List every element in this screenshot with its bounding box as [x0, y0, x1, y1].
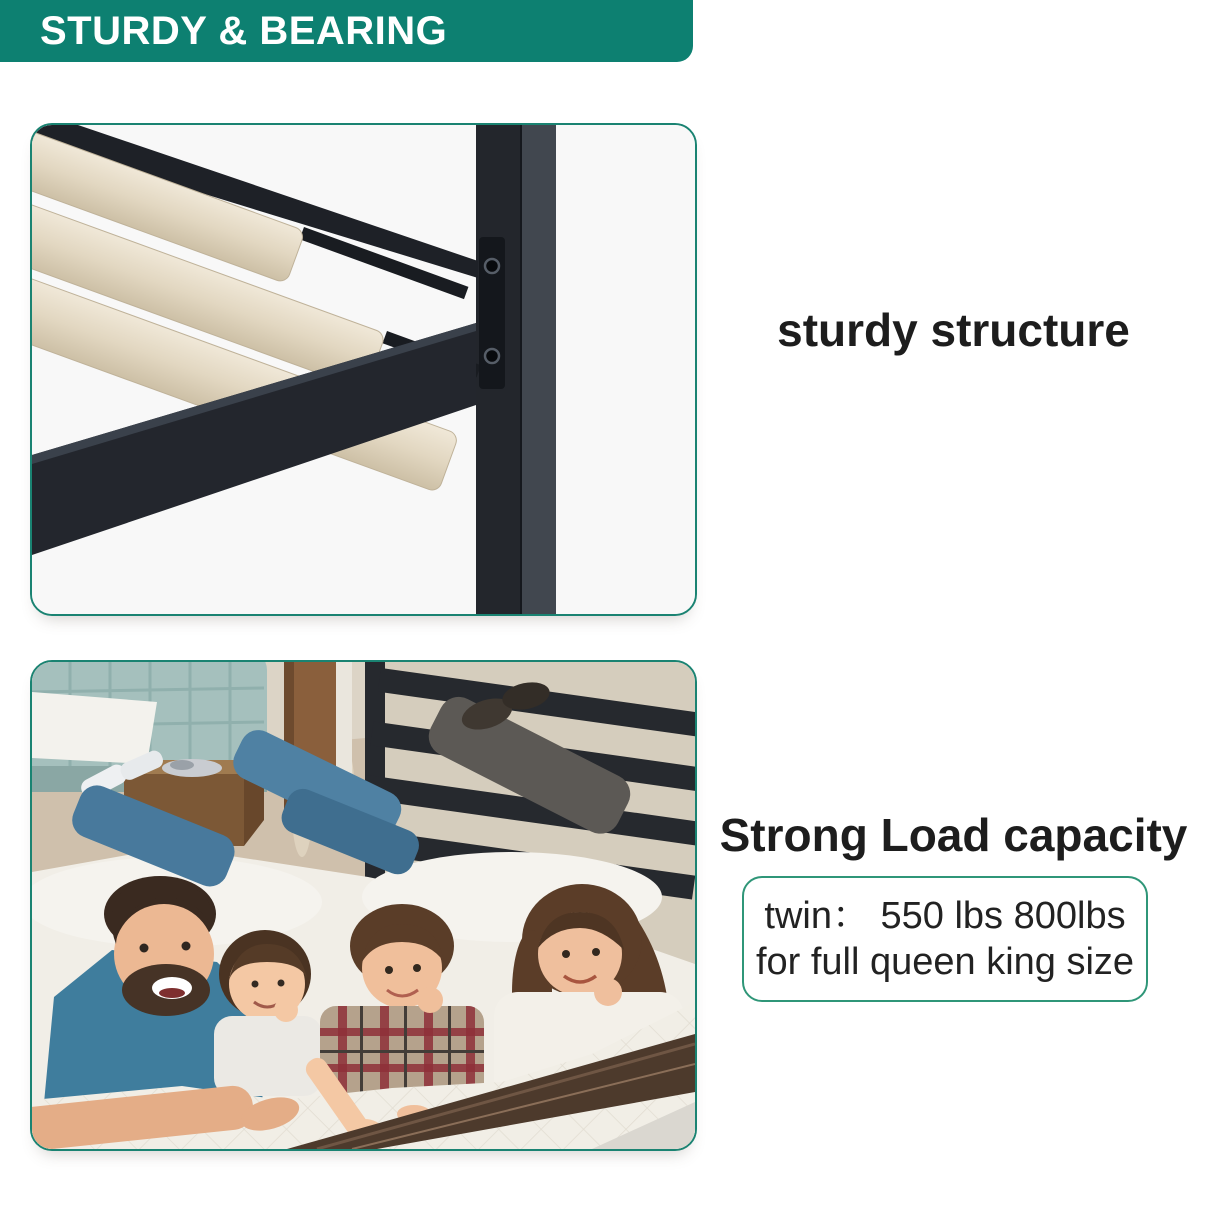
section-title-banner: [0, 0, 693, 62]
family-photo-panel: [30, 660, 697, 1151]
sturdy-structure-caption: sturdy structure: [777, 304, 1130, 356]
section-title: STURDY & BEARING: [40, 8, 448, 53]
spec-line-twin: twin： 550 lbs 800lbs: [764, 895, 1126, 937]
family-photo: [32, 662, 695, 1149]
bed-frame-photo-panel: [30, 123, 697, 616]
spec-line-sizes: for full queen king size: [755, 941, 1135, 983]
load-capacity-heading: Strong Load capacity: [719, 809, 1188, 861]
bed-frame-photo: [32, 125, 695, 614]
load-capacity-spec-box: [742, 876, 1148, 1002]
